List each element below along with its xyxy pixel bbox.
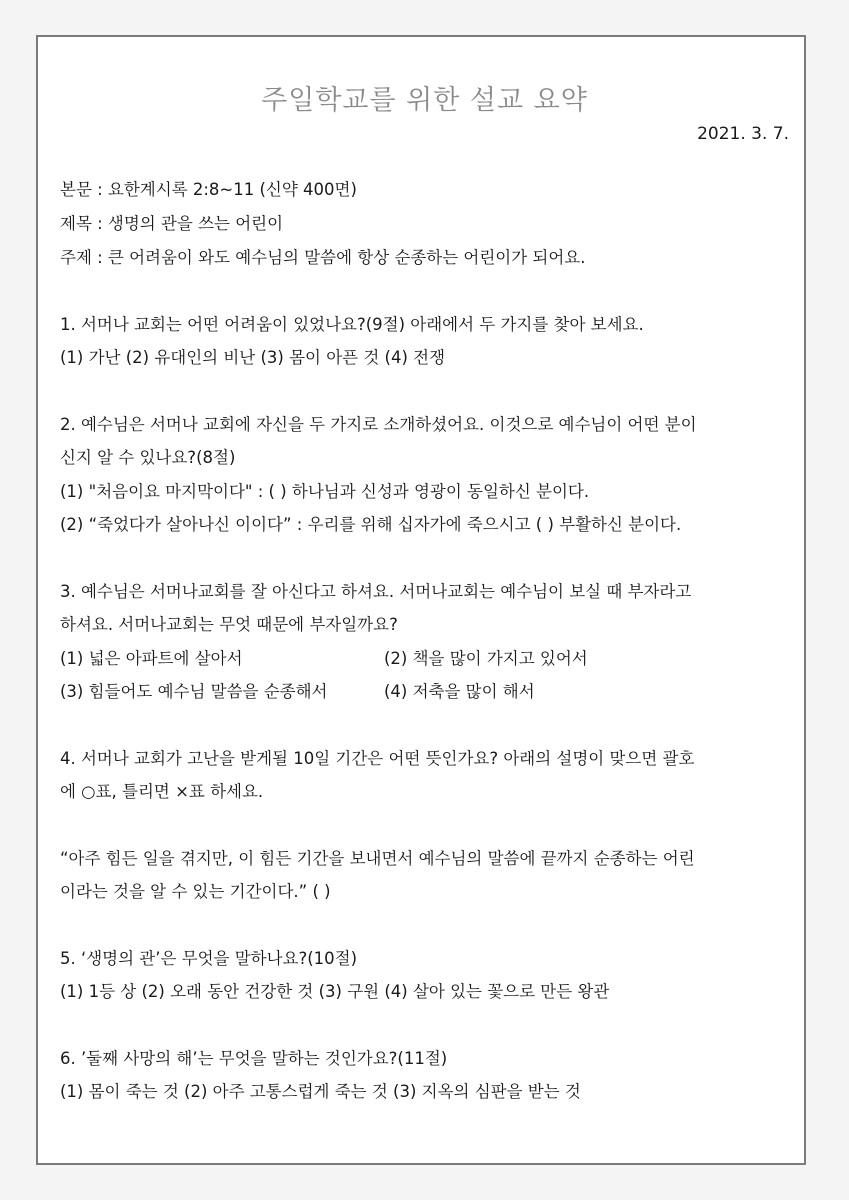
question-3-line-2: 하셔요. 서머나교회는 무엇 때문에 부자일까요? [60,615,398,634]
question-2-item-2: (2) “죽었다가 살아나신 이이다” : 우리를 위해 십자가에 죽으시고 ( ) 부활하신 분이다. [60,515,682,534]
question-4-quote-line-2: 이라는 것을 알 수 있는 기간이다.” ( ) [60,882,331,901]
question-3-option-3: (3) 힘들어도 예수님 말씀을 순종해서 [60,682,328,701]
question-3-option-2: (2) 책을 많이 가지고 있어서 [384,649,588,668]
question-3-line-1: 3. 예수님은 서머나교회를 잘 아신다고 하셔요. 서머나교회는 예수님이 보실 때 부자라고 [60,582,692,601]
question-2-item-1: (1) "처음이요 마지막이다" : ( ) 하나님과 신성과 영광이 동일하신 분이다. [60,482,590,501]
question-4-quote-line-1: “아주 힘든 일을 겪지만, 이 힘든 기간을 보내면서 예수님의 말씀에 끝까지 순종하는 어린 [60,849,695,868]
question-6: 6. ’둘째 사망의 해’는 무엇을 말하는 것인가요?(11절) [60,1049,448,1068]
question-3-option-1: (1) 넓은 아파트에 살아서 [60,649,243,668]
question-6-options: (1) 몸이 죽는 것 (2) 아주 고통스럽게 죽는 것 (3) 지옥의 심판을 받는 것 [60,1082,581,1101]
question-5-options: (1) 1등 상 (2) 오래 동안 건강한 것 (3) 구원 (4) 살아 있는 꽃으로 만든 왕관 [60,982,610,1001]
question-4-line-2: 에 ○표, 틀리면 ×표 하세요. [60,782,264,801]
scripture-text-line: 본문 : 요한계시록 2:8~11 (신약 400면) [60,180,357,199]
question-3-option-4: (4) 저축을 많이 해서 [384,682,535,701]
question-2-line-1: 2. 예수님은 서머나 교회에 자신을 두 가지로 소개하셨어요. 이것으로 예수님이 어떤 분이 [60,415,697,434]
question-5: 5. ‘생명의 관’은 무엇을 말하나요?(10절) [60,949,358,968]
sermon-theme-line: 주제 : 큰 어려움이 와도 예수님의 말씀에 항상 순종하는 어린이가 되어요. [60,248,586,267]
question-1: 1. 서머나 교회는 어떤 어려움이 있었나요?(9절) 아래에서 두 가지를 찾아 보세요. [60,315,644,334]
question-4-line-1: 4. 서머나 교회가 고난을 받게될 10일 기간은 어떤 뜻인가요? 아래의 설명이 맞으면 괄호 [60,749,695,768]
sermon-subject-line: 제목 : 생명의 관을 쓰는 어린이 [60,214,284,233]
page-title: 주일학교를 위한 설교 요약 [261,85,588,116]
sermon-date: 2021. 3. 7. [697,124,789,144]
question-1-options: (1) 가난 (2) 유대인의 비난 (3) 몸이 아픈 것 (4) 전쟁 [60,348,446,367]
question-2-line-2: 신지 알 수 있나요?(8절) [60,448,236,467]
